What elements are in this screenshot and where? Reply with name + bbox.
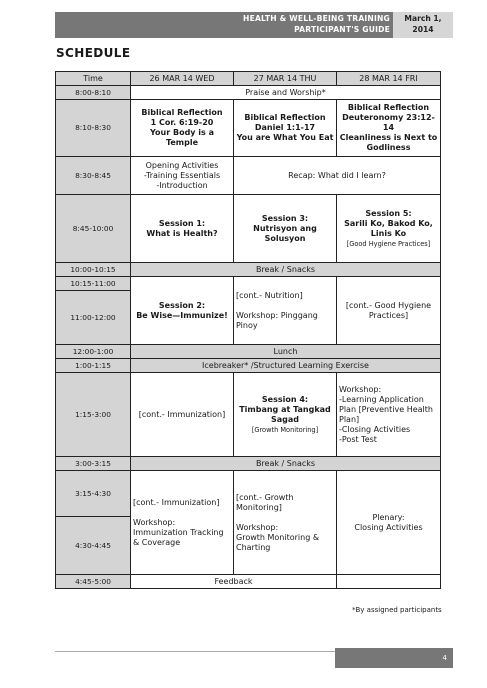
document-title: [55, 14, 390, 35]
cell-line: -Training Essentials: [143, 170, 221, 180]
cell-line: Nutrisyon ang: [253, 223, 317, 233]
col-header-thu: 27 MAR 14 THU: [234, 72, 337, 86]
schedule-table: [55, 71, 441, 589]
cell-line: Session 1:: [158, 218, 206, 228]
cell-line: Daniel 1:1-17: [254, 123, 316, 132]
time-cell: 3:15-4:30: [56, 471, 131, 517]
cell-line: Be Wise—Immunize!: [136, 310, 228, 320]
footnote: *By assigned participants: [352, 606, 442, 614]
full-row-cell: Praise and Worship*: [131, 86, 441, 100]
table-row: [56, 471, 441, 517]
cell-line: -Introduction: [156, 180, 208, 190]
cell-line: Practices]: [368, 310, 409, 320]
cell-line: -Closing Activities: [339, 424, 411, 434]
cell-line: Solusyon: [264, 233, 306, 243]
cell-line: Opening Activities: [145, 160, 219, 170]
table-row: [56, 457, 441, 471]
cell-line: Session 4:: [261, 394, 309, 404]
thu-cell: [234, 471, 337, 575]
time-cell: 4:45-5:00: [56, 575, 131, 589]
table-row: [56, 263, 441, 277]
time-cell: 1:00-1:15: [56, 359, 131, 373]
footer-bar: [335, 648, 453, 668]
table-row: [56, 345, 441, 359]
thu-cell: [234, 373, 337, 457]
cell-line: Immunization Tracking: [133, 527, 224, 537]
time-cell: 10:15-11:00: [56, 277, 131, 291]
cell-line: Session 2:: [158, 300, 206, 310]
table-row: [56, 195, 441, 263]
cell-line: Monitoring]: [236, 502, 282, 512]
table-row: [56, 359, 441, 373]
cell-line: Workshop:: [133, 517, 176, 527]
cell-line: Workshop:: [339, 384, 382, 394]
date-line-1: March 1,: [404, 14, 442, 23]
cell-line: Workshop: Pinggang: [236, 310, 318, 320]
full-row-cell: Lunch: [131, 345, 441, 359]
full-row-cell: Icebreaker* /Structured Learning Exercise: [131, 359, 441, 373]
thu-fri-cell: Recap: What did I learn?: [234, 157, 441, 195]
thu-cell: [234, 100, 337, 157]
cell-note: [Growth Monitoring]: [251, 425, 319, 434]
cell-line: Pinoy: [236, 320, 258, 330]
cell-line: Godliness: [366, 143, 411, 152]
cell-line: Plenary:: [372, 512, 405, 522]
footer-rule: [55, 651, 335, 652]
table-row: [56, 100, 441, 157]
col-header-time: Time: [56, 72, 131, 86]
cell-line: Biblical Reflection: [347, 103, 430, 112]
time-cell: 10:00-10:15: [56, 263, 131, 277]
header-row: [56, 72, 441, 86]
section-title: SCHEDULE: [56, 46, 131, 60]
cell-line: Cleanliness is Next to: [339, 133, 438, 142]
time-cell: 8:10-8:30: [56, 100, 131, 157]
date-box: [393, 12, 453, 38]
time-cell: 4:30-4:45: [56, 517, 131, 575]
title-line-1: HEALTH & WELL-BEING TRAINING: [243, 14, 390, 23]
full-row-cell: Break / Snacks: [131, 457, 441, 471]
cell-line: You are What You Eat: [236, 133, 334, 142]
wed-cell: [131, 277, 234, 345]
table-row: [56, 86, 441, 100]
cell-line: Linis Ko: [370, 228, 407, 238]
date-line-2: 2014: [412, 24, 434, 34]
wed-cell: [131, 195, 234, 263]
table-row: [56, 157, 441, 195]
full-row-cell: Break / Snacks: [131, 263, 441, 277]
table-row: [56, 575, 441, 589]
cell-line: Deuteronomy 23:12-14: [342, 113, 435, 132]
time-cell: 8:00-8:10: [56, 86, 131, 100]
cell-line: Charting: [236, 542, 271, 552]
col-header-wed: 26 MAR 14 WED: [131, 72, 234, 86]
empty-cell: [337, 575, 441, 589]
time-cell: 12:00-1:00: [56, 345, 131, 359]
fri-cell: [337, 195, 441, 263]
cell-line: Timbang at Tangkad: [239, 404, 331, 414]
cell-line: -Learning Application: [339, 394, 424, 404]
cell-line: [cont.- Growth: [236, 492, 294, 502]
cell-line: Your Body is a Temple: [150, 128, 214, 147]
cell-line: Biblical Reflection: [141, 108, 223, 117]
page-number: 4: [442, 654, 447, 662]
cell-line: Biblical Reflection: [244, 113, 326, 122]
time-cell: 3:00-3:15: [56, 457, 131, 471]
table-row: [56, 277, 441, 291]
cell-line: [cont.- Good Hygiene: [345, 300, 432, 310]
cell-line: & Coverage: [133, 537, 181, 547]
title-line-2: PARTICIPANT'S GUIDE: [294, 24, 390, 34]
time-cell: 8:30-8:45: [56, 157, 131, 195]
cell-line: Workshop:: [236, 522, 279, 532]
feedback-cell: Feedback: [131, 575, 337, 589]
cell-line: What is Health?: [146, 228, 218, 238]
wed-cell: [131, 100, 234, 157]
cell-line: Sagad: [270, 414, 299, 424]
cell-line: -Post Test: [339, 434, 377, 444]
cell-line: Plan [Preventive Health: [339, 404, 433, 414]
wed-cell: [cont.- Immunization]: [131, 373, 234, 457]
cell-line: Growth Monitoring &: [236, 532, 320, 542]
cell-line: Session 5:: [365, 208, 412, 218]
thu-cell: [234, 277, 337, 345]
cell-line: Closing Activities: [354, 522, 423, 532]
cell-line: [cont.- Nutrition]: [236, 290, 303, 300]
fri-cell: [337, 373, 441, 457]
cell-line: Plan]: [339, 414, 360, 424]
fri-cell: [337, 100, 441, 157]
col-header-fri: 28 MAR 14 FRI: [337, 72, 441, 86]
wed-cell: [131, 157, 234, 195]
table-row: [56, 373, 441, 457]
cell-line: [cont.- Immunization]: [133, 497, 220, 507]
fri-cell: [337, 471, 441, 575]
thu-cell: [234, 195, 337, 263]
fri-cell: [337, 277, 441, 345]
time-cell: 8:45-10:00: [56, 195, 131, 263]
cell-note: [Good Hygiene Practices]: [346, 239, 431, 248]
wed-cell: [131, 471, 234, 575]
cell-line: 1 Cor. 6:19-20: [150, 118, 214, 127]
cell-line: Sarili Ko, Bakod Ko,: [344, 218, 433, 228]
cell-line: Session 3:: [261, 213, 309, 223]
time-cell: 1:15-3:00: [56, 373, 131, 457]
time-cell: 11:00-12:00: [56, 291, 131, 345]
